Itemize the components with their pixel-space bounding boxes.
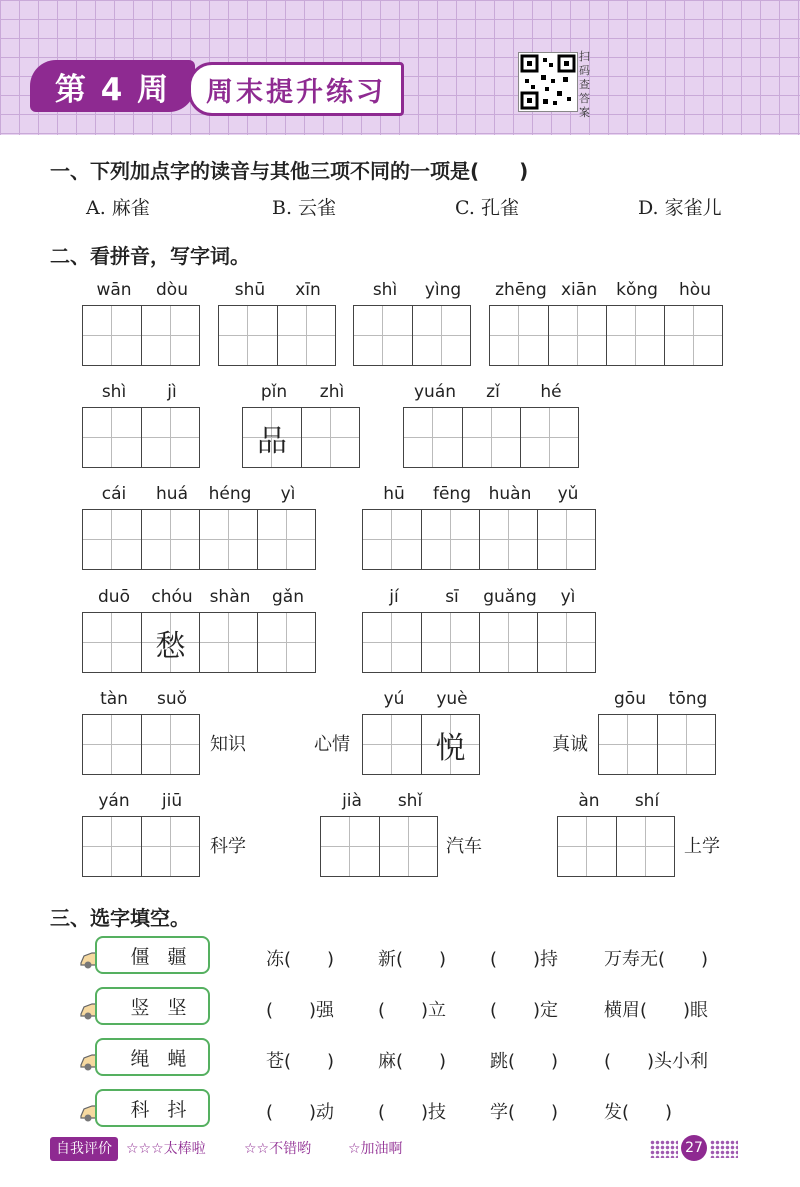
write-cell[interactable]	[379, 817, 437, 876]
writing-grid[interactable]	[242, 407, 360, 468]
write-cell[interactable]	[301, 408, 359, 467]
fill-blank[interactable]: ( )动	[266, 1102, 335, 1123]
write-cell[interactable]	[141, 817, 199, 876]
pinyin: shì	[101, 382, 127, 402]
write-cell[interactable]	[462, 408, 520, 467]
fill-blank[interactable]: 冻( )	[266, 949, 335, 970]
write-cell[interactable]	[479, 510, 537, 569]
pinyin: yì	[560, 587, 576, 607]
writing-grid[interactable]	[82, 612, 316, 673]
q1-option-d[interactable]: D. 家雀儿	[638, 197, 722, 219]
pinyin: wān	[96, 280, 132, 300]
q1-option-b[interactable]: B. 云雀	[272, 197, 337, 219]
pinyin: jià	[342, 791, 362, 811]
write-cell[interactable]	[83, 715, 141, 774]
pinyin: jí	[389, 587, 399, 607]
pinyin: yìng	[424, 280, 462, 300]
qr-label: 扫码查答案	[579, 50, 590, 119]
write-cell[interactable]	[257, 613, 315, 672]
write-cell[interactable]	[199, 510, 257, 569]
fill-blank[interactable]: ( )立	[378, 1000, 447, 1021]
pinyin: shàn	[209, 587, 251, 607]
writing-grid[interactable]	[362, 714, 480, 775]
write-cell[interactable]	[141, 715, 199, 774]
write-cell[interactable]	[363, 613, 421, 672]
pinyin: gǎn	[272, 587, 304, 607]
write-cell[interactable]	[599, 715, 657, 774]
char-pair: 僵疆	[95, 936, 210, 974]
pinyin: kǒng	[616, 280, 658, 300]
char-pair: 绳蝇	[95, 1038, 210, 1076]
week-badge: 第 4 周	[30, 60, 195, 112]
writing-grid[interactable]	[557, 816, 675, 877]
pinyin: dòu	[156, 280, 188, 300]
fill-blank[interactable]: ( )技	[378, 1102, 447, 1123]
pinyin: hòu	[679, 280, 711, 300]
pinyin: huàn	[488, 484, 532, 504]
pinyin: shǐ	[397, 791, 423, 811]
write-cell[interactable]	[141, 408, 199, 467]
pinyin: fēng	[432, 484, 471, 504]
write-cell[interactable]	[141, 306, 199, 365]
page-number: 27	[681, 1135, 707, 1161]
word-suffix: 科学	[210, 836, 246, 857]
write-cell[interactable]	[537, 510, 595, 569]
pinyin: tàn	[100, 689, 128, 709]
pinyin: héng	[208, 484, 252, 504]
pinyin: yú	[383, 689, 405, 709]
write-cell[interactable]	[479, 613, 537, 672]
fill-blank[interactable]: ( )定	[490, 1000, 559, 1021]
writing-grid[interactable]	[362, 612, 596, 673]
write-cell[interactable]	[83, 306, 141, 365]
decor-dots	[650, 1140, 678, 1158]
writing-grid[interactable]	[353, 305, 471, 366]
writing-grid[interactable]	[489, 305, 723, 366]
pinyin: hé	[540, 382, 562, 402]
pinyin: zǐ	[486, 382, 500, 402]
pinyin: cái	[101, 484, 127, 504]
pinyin: yǔ	[557, 484, 579, 504]
decor-dots	[710, 1140, 738, 1158]
write-cell[interactable]	[537, 613, 595, 672]
pinyin: shì	[372, 280, 398, 300]
pinyin: shū	[234, 280, 266, 300]
fill-blank[interactable]: 学( )	[490, 1102, 559, 1123]
fill-blank[interactable]: 麻( )	[378, 1051, 447, 1072]
write-cell[interactable]	[277, 306, 335, 365]
write-cell[interactable]	[257, 510, 315, 569]
pinyin: tōng	[668, 689, 708, 709]
write-cell[interactable]	[548, 306, 606, 365]
writing-grid[interactable]	[362, 509, 596, 570]
writing-grid[interactable]	[403, 407, 579, 468]
write-cell[interactable]	[421, 613, 479, 672]
fill-blank[interactable]: 苍( )	[266, 1051, 335, 1072]
pinyin: zhēng	[495, 280, 547, 300]
qr-code-icon[interactable]	[518, 52, 578, 112]
write-cell[interactable]	[219, 306, 277, 365]
write-cell[interactable]	[657, 715, 715, 774]
write-cell[interactable]	[363, 510, 421, 569]
write-cell[interactable]	[490, 306, 548, 365]
pinyin: yuán	[413, 382, 457, 402]
write-cell[interactable]	[83, 817, 141, 876]
pinyin: suǒ	[156, 689, 188, 709]
write-cell[interactable]	[83, 613, 141, 672]
pinyin: jì	[167, 382, 177, 402]
q1-title: 一、下列加点字的读音与其他三项不同的一项是( )	[50, 159, 529, 183]
pinyin: huá	[156, 484, 188, 504]
pinyin: duō	[98, 587, 130, 607]
write-cell[interactable]	[199, 613, 257, 672]
fill-blank[interactable]: ( )头小利	[604, 1051, 709, 1072]
writing-grid[interactable]	[598, 714, 716, 775]
writing-grid[interactable]	[82, 714, 200, 775]
pinyin: guǎng	[483, 587, 537, 607]
writing-grid[interactable]	[320, 816, 438, 877]
writing-grid[interactable]	[82, 816, 200, 877]
q1-option-c[interactable]: C. 孔雀	[455, 197, 519, 219]
pinyin: zhì	[319, 382, 345, 402]
fill-blank[interactable]: 万寿无( )	[604, 949, 709, 970]
word-prefix: 心情	[314, 734, 350, 755]
pinyin: xiān	[561, 280, 597, 300]
word-suffix: 知识	[210, 734, 246, 755]
writing-grid[interactable]	[82, 509, 316, 570]
writing-grid[interactable]	[218, 305, 336, 366]
pinyin: hū	[383, 484, 405, 504]
write-cell[interactable]	[363, 715, 421, 774]
write-cell[interactable]	[606, 306, 664, 365]
write-cell[interactable]	[616, 817, 674, 876]
fill-blank[interactable]: ( )强	[266, 1000, 335, 1021]
write-cell[interactable]	[520, 408, 578, 467]
fill-blank[interactable]: 跳( )	[490, 1051, 559, 1072]
write-cell[interactable]	[412, 306, 470, 365]
pinyin: yán	[98, 791, 130, 811]
self-evaluation-badge: 自我评价	[50, 1137, 118, 1161]
page-title: 周末提升练习	[188, 62, 404, 116]
write-cell[interactable]	[141, 510, 199, 569]
pinyin: pǐn	[260, 382, 288, 402]
fill-blank[interactable]: 新( )	[378, 949, 447, 970]
write-cell[interactable]	[321, 817, 379, 876]
pinyin: chóu	[151, 587, 193, 607]
q2-title: 二、看拼音，写字词。	[50, 244, 250, 268]
writing-grid[interactable]	[82, 305, 200, 366]
write-cell[interactable]	[558, 817, 616, 876]
rating-good[interactable]: ☆☆不错哟	[244, 1141, 312, 1157]
write-cell[interactable]	[83, 408, 141, 467]
word-prefix: 真诚	[552, 734, 588, 755]
pinyin: yì	[280, 484, 296, 504]
fill-blank[interactable]: 横眉( )眼	[604, 1000, 709, 1021]
fill-blank[interactable]: ( )持	[490, 949, 559, 970]
pinyin: jiū	[161, 791, 183, 811]
q1-option-a[interactable]: A. 麻雀	[86, 197, 150, 219]
pinyin: gōu	[614, 689, 646, 709]
word-suffix: 上学	[684, 836, 720, 857]
write-cell[interactable]	[664, 306, 722, 365]
write-cell[interactable]	[83, 510, 141, 569]
write-cell[interactable]: 悦	[421, 715, 479, 774]
pinyin: sī	[445, 587, 459, 607]
writing-grid[interactable]	[82, 407, 200, 468]
fill-blank[interactable]: 发( )	[604, 1102, 673, 1123]
char-pair: 竖坚	[95, 987, 210, 1025]
pinyin: àn	[578, 791, 600, 811]
q3-title: 三、选字填空。	[50, 906, 190, 930]
pinyin: xīn	[295, 280, 321, 300]
char-pair: 科抖	[95, 1089, 210, 1127]
rating-try[interactable]: ☆加油啊	[348, 1141, 403, 1157]
pinyin: shí	[634, 791, 660, 811]
rating-great[interactable]: ☆☆☆太棒啦	[126, 1141, 206, 1157]
pinyin: yuè	[436, 689, 468, 709]
write-cell[interactable]: 品	[243, 408, 301, 467]
write-cell[interactable]	[354, 306, 412, 365]
write-cell[interactable]	[421, 510, 479, 569]
write-cell[interactable]	[404, 408, 462, 467]
word-suffix: 汽车	[446, 836, 482, 857]
write-cell[interactable]: 愁	[141, 613, 199, 672]
